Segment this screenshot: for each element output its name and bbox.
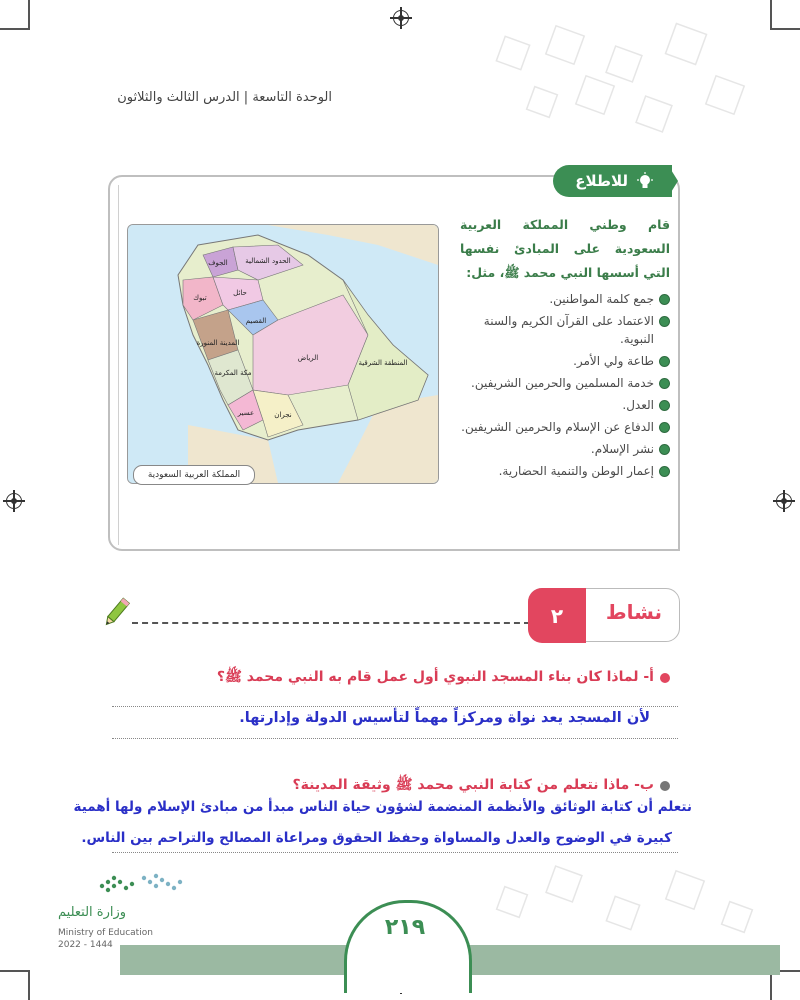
question-a-text: أ- لماذا كان بناء المسجد النبوي أول عمل قام به النبي محمد ﷺ؟ — [216, 669, 654, 685]
ministry-name-ar: وزارة التعليم — [58, 905, 127, 920]
list-item: الدفاع عن الإسلام والحرمين الشريفين. — [450, 418, 670, 436]
map-label: القصيم — [245, 317, 267, 325]
lightbulb-icon — [636, 172, 654, 190]
map-illustration — [128, 225, 438, 483]
map-label: المدينة المنورة — [196, 339, 240, 347]
answer-line — [112, 852, 678, 853]
question-b — [293, 776, 671, 796]
map-label: نجران — [274, 411, 292, 419]
map-label: الجوف — [208, 259, 228, 267]
header-separator: | — [243, 90, 249, 105]
decorative-pattern — [470, 20, 770, 160]
map-label: المنطقة الشرقية — [358, 359, 408, 367]
crop-mark — [28, 970, 30, 1000]
principles-list — [450, 290, 670, 484]
bullet-icon — [659, 356, 670, 367]
answer-b-line-1: نتعلم أن كتابة الوثائق والأنظمة المنضمة لشؤون حياة الناس مبدأ من مبادئ الإسلام ولها أهمية — [73, 799, 692, 815]
ministry-logo-icon — [96, 868, 186, 898]
map-label: تبوك — [193, 294, 207, 302]
bullet-icon — [659, 466, 670, 477]
crop-mark — [770, 0, 772, 30]
map-label: الحدود الشمالية — [245, 257, 291, 265]
map-label: حائل — [233, 289, 247, 297]
registration-mark-icon — [776, 493, 792, 509]
crop-mark — [0, 28, 30, 30]
list-item: جمع كلمة المواطنين. — [450, 290, 670, 308]
unit-title: الوحدة التاسعة — [252, 90, 332, 105]
question-bullet-icon — [660, 781, 670, 791]
question-a — [217, 668, 670, 688]
list-item: خدمة المسلمين والحرمين الشريفين. — [450, 374, 670, 392]
answer-b-line-2: كبيرة في الوضوح والعدل والمساواة وحفظ الحقوق ومراعاة المصالح والتراحم بين الناس. — [81, 830, 672, 846]
bullet-icon — [659, 378, 670, 389]
question-bullet-icon — [660, 673, 670, 683]
answer-line — [112, 738, 678, 739]
bullet-icon — [659, 444, 670, 455]
decorative-pattern — [480, 860, 780, 950]
info-box-title: للاطلاع — [575, 172, 628, 190]
lesson-header — [117, 90, 332, 105]
activity-dashed-line — [132, 622, 530, 624]
map-label: الرياض — [297, 354, 319, 362]
list-item: الاعتماد على القرآن الكريم والسنة النبوية. — [450, 312, 670, 348]
registration-mark-icon — [6, 493, 22, 509]
list-item: طاعة ولي الأمر. — [450, 352, 670, 370]
registration-mark-icon — [393, 10, 409, 26]
lesson-title: الدرس الثالث والثلاثون — [117, 90, 240, 105]
crop-mark — [28, 0, 30, 30]
list-item: العدل. — [450, 396, 670, 414]
info-box-title-tab — [553, 165, 672, 197]
question-b-text: ب- ماذا نتعلم من كتابة النبي محمد ﷺ وثيقة المدينة؟ — [292, 777, 654, 793]
answer-line — [112, 706, 678, 707]
info-intro: قام وطني المملكة العربية السعودية على المبادئ نفسها التي أسسها النبي محمد ﷺ، مثل: — [460, 217, 670, 280]
bullet-icon — [659, 294, 670, 305]
map-caption: المملكة العربية السعودية — [133, 465, 255, 485]
answer-a: لأن المسجد يعد نواة ومركزاً مهماً لتأسيس الدولة وإدارتها. — [239, 710, 650, 726]
activity-number: ٢ — [528, 588, 586, 643]
ministry-year: 2022 - 1444 — [58, 940, 113, 950]
tab-notch — [668, 165, 678, 197]
saudi-map — [127, 224, 439, 484]
pencil-icon — [98, 595, 134, 631]
list-item: نشر الإسلام. — [450, 440, 670, 458]
ministry-name-en: Ministry of Education — [58, 928, 153, 938]
bullet-icon — [659, 422, 670, 433]
map-label: مكة المكرمة — [214, 369, 252, 377]
list-item: إعمار الوطن والتنمية الحضارية. — [450, 462, 670, 480]
activity-label: نشاط — [605, 600, 662, 624]
crop-mark — [0, 970, 30, 972]
page-number-arc — [344, 900, 472, 993]
crop-mark — [770, 28, 800, 30]
map-label: عسير — [237, 409, 255, 417]
page-number: ٢١٩ — [384, 915, 426, 940]
bullet-icon — [659, 316, 670, 327]
bullet-icon — [659, 400, 670, 411]
